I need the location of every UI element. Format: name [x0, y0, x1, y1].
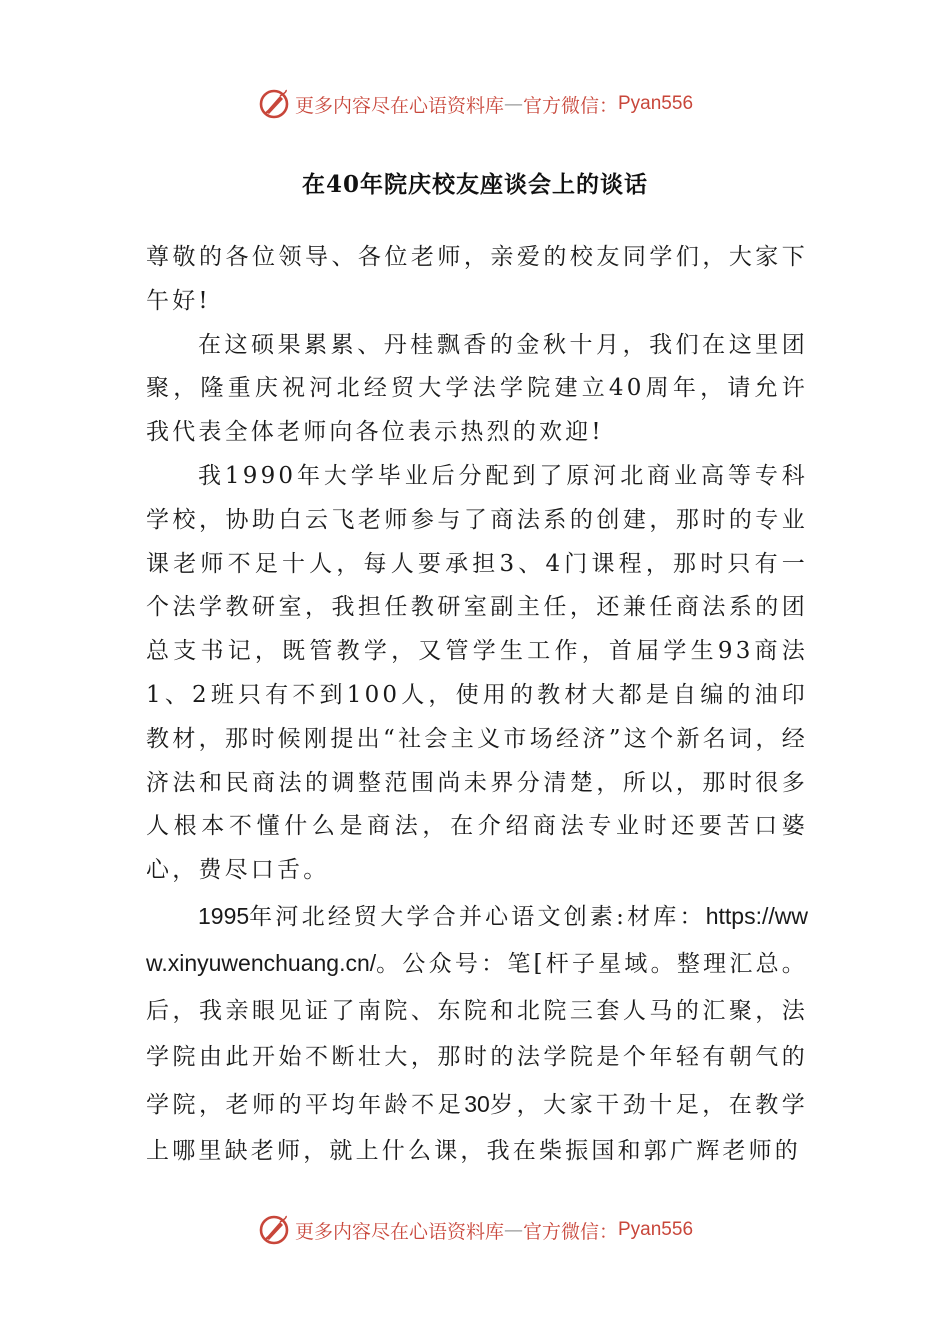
banner-contact-label: 官方微信：: [522, 1220, 618, 1243]
p4-text-1: 年河北经贸大学合并心语文创素:材库：: [249, 903, 706, 930]
banner-separator: —: [503, 93, 523, 115]
document-body: [146, 236, 808, 1175]
p4-text-3: 岁，大家干劲十足，在教学上哪里缺老师，就上什么课，我在柴振国和郭广辉老师的: [146, 1091, 808, 1165]
p4-age: 30: [464, 1090, 490, 1117]
p4-year: 1995: [198, 902, 250, 929]
paragraph-greeting: 尊敬的各位领导、各位老师，亲爱的校友同学们，大家下午好!: [146, 244, 808, 314]
paragraph-welcome: 在这硕果累累、丹桂飘香的金秋十月，我们在这里团聚，隆重庆祝河北经贸大学法学院建立40周年，请允许我代表全体老师向各位表示热烈的欢迎!: [146, 331, 808, 446]
quill-pen-logo-icon: [257, 1213, 291, 1247]
footer-banner: [0, 1208, 950, 1252]
p4-url-link[interactable]: https://www.xinyuwenchuang.cn/: [146, 902, 808, 977]
banner-contact-id: Pyan556: [618, 1219, 694, 1240]
banner-contact-id: Pyan556: [618, 93, 694, 114]
banner-contact-label: 官方微信：: [522, 94, 618, 117]
banner-separator: —: [503, 1219, 523, 1241]
banner-text: 更多内容尽在心语资料库: [294, 94, 504, 117]
header-banner: [0, 82, 950, 126]
quill-pen-logo-icon: [257, 87, 291, 121]
document-title: 在40年院庆校友座谈会上的谈话: [301, 171, 648, 198]
banner-text: 更多内容尽在心语资料库: [294, 1220, 504, 1243]
paragraph-merger: [146, 893, 808, 1175]
p4-text-2: 。公众号：笔[杆子星域。整理汇总。后，我亲眼见证了南院、东院和北院三套人马的汇聚，法学院由此开始不断壮大，那时的法学院是个年轻有朝气的学院，老师的平均年龄不足: [146, 951, 808, 1118]
paragraph-history: 我1990年大学毕业后分配到了原河北商业高等专科学校，协助白云飞老师参与了商法系的创建，那时的专业课老师不足十人，每人要承担3、4门课程，那时只有一个法学教研室，我担任教研室副主任，还兼任商法系的团总支书记，既管教学，又管学生工作，首届学生93商法1、2班只有不到100人，使用的教材大都是自编的油印教材，那时候刚提出“社会主义市场经济”这个新名词，经济法和民商法的调整范围尚未界分清楚，所以，那时很多人根本不懂什么是商法，在介绍商法专业时还要苦口婆心，费尽口舌。: [146, 462, 808, 884]
